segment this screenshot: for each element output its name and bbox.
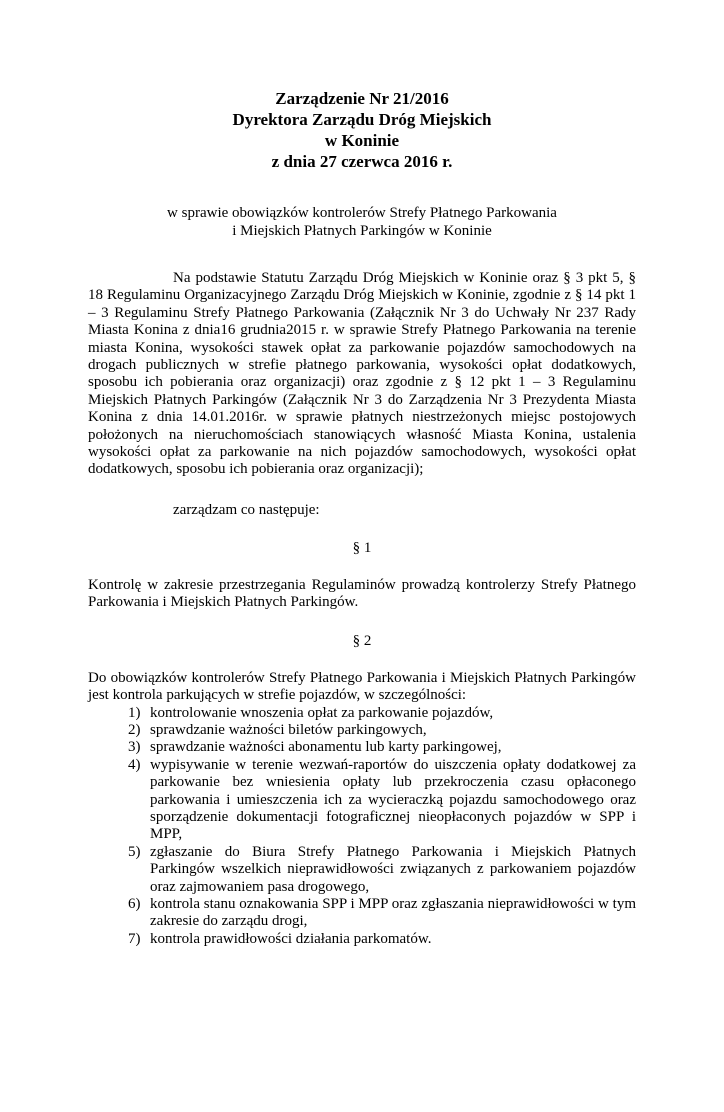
section-2-sign: § 2 bbox=[352, 632, 372, 649]
list-item-text: sprawdzanie ważności biletów parkingowych, bbox=[150, 721, 427, 738]
list-item-number: 3) bbox=[128, 739, 141, 756]
title-line-3: w Koninie bbox=[324, 131, 400, 150]
list-item bbox=[88, 739, 636, 756]
list-item bbox=[88, 757, 636, 844]
document-page bbox=[0, 88, 724, 1112]
list-item-text: sprawdzanie ważności abonamentu lub karty parkingowej, bbox=[150, 739, 502, 756]
section-2-text: Do obowiązków kontrolerów Strefy Płatnego Parkowania i Miejskich Płatnych Parkingów jest kontrola parkujących w strefie pojazdów, w szczególności: bbox=[88, 669, 636, 704]
list-item-text: kontrola stanu oznakowania SPP i MPP oraz zgłaszania nieprawidłowości w tym zakresie do zarządu drogi, bbox=[150, 895, 636, 930]
title-line-4: z dnia 27 czerwca 2016 r. bbox=[271, 152, 453, 171]
decree-statement: zarządzam co następuje: bbox=[173, 501, 320, 518]
legal-basis-paragraph: Na podstawie Statutu Zarządu Dróg Miejskich w Koninie oraz § 3 pkt 5, § 18 Regulaminu Organizacyjnego Zarządu Dróg Miejskich w Koninie, zgodnie z § 14 pkt 1 – 3 Regulaminu Strefy Płatnego Parkowania (Załącznik Nr 3 do Uchwały Nr 237 Rady Miasta Konina z dnia16 grudnia2015 r. w sprawie Strefy Płatnego Parkowania na terenie miasta Konina, wysokości stawek opłat za parkowanie pojazdów samochodowych na drogach publicznych w strefie płatnego parkowania, wysokości opłat dodatkowych, sposobu ich pobierania oraz organizacji) oraz zgodnie z § 12 pkt 1 – 3 Regulaminu Miejskich Płatnych Parkingów (Załącznik Nr 3 do Zarządzenia Nr 3 Prezydenta Miasta Konina z dnia 14.01.2016r. w sprawie płatnych niestrzeżonych miejsc postojowych położonych na nieruchomościach stanowiących własność Miasta Konina, ustalenia wysokości opłat za parkowanie na nich pojazdów samochodowych, wysokości opłat dodatkowych, sposobu ich pobierania oraz organizacji); bbox=[88, 270, 636, 478]
list-item bbox=[88, 931, 636, 948]
subject-line-1: w sprawie obowiązków kontrolerów Strefy Płatnego Parkowania bbox=[167, 205, 557, 221]
list-item-number: 4) bbox=[128, 756, 141, 773]
list-item-text: kontrola prawidłowości działania parkomatów. bbox=[150, 930, 432, 947]
document-title bbox=[88, 88, 636, 172]
list-item bbox=[88, 705, 636, 722]
list-item-number: 6) bbox=[128, 895, 141, 912]
document-subject bbox=[88, 204, 636, 240]
section-1-sign: § 1 bbox=[352, 539, 372, 556]
list-item-number: 1) bbox=[128, 704, 141, 721]
list-item bbox=[88, 844, 636, 896]
list-item-number: 7) bbox=[128, 930, 141, 947]
list-item bbox=[88, 722, 636, 739]
list-item-text: wypisywanie w terenie wezwań-raportów do uiszczenia opłaty dodatkowej za parkowanie bez wniesienia opłaty lub przekroczenia czasu opłaconego parkowania i umieszczenia ich za wycieraczką pojazdu samochodowego oraz sporządzenie dokumentacji fotograficznej nieopłaconych pojazdów w SPP i MPP, bbox=[150, 756, 636, 843]
title-line-2: Dyrektora Zarządu Dróg Miejskich bbox=[232, 110, 492, 129]
list-item-number: 5) bbox=[128, 843, 141, 860]
section-1-text: Kontrolę w zakresie przestrzegania Regulaminów prowadzą kontrolerzy Strefy Płatnego Parkowania i Miejskich Płatnych Parkingów. bbox=[88, 576, 636, 611]
title-line-1: Zarządzenie Nr 21/2016 bbox=[275, 89, 449, 108]
list-item bbox=[88, 896, 636, 931]
subject-line-2: i Miejskich Płatnych Parkingów w Koninie bbox=[232, 223, 492, 239]
duties-list bbox=[88, 705, 636, 949]
list-item-number: 2) bbox=[128, 721, 141, 738]
list-item-text: zgłaszanie do Biura Strefy Płatnego Parkowania i Miejskich Płatnych Parkingów wszelkich nieprawidłowości związanych z parkowaniem pojazdów oraz zajmowaniem pasa drogowego, bbox=[150, 843, 636, 895]
list-item-text: kontrolowanie wnoszenia opłat za parkowanie pojazdów, bbox=[150, 704, 494, 721]
